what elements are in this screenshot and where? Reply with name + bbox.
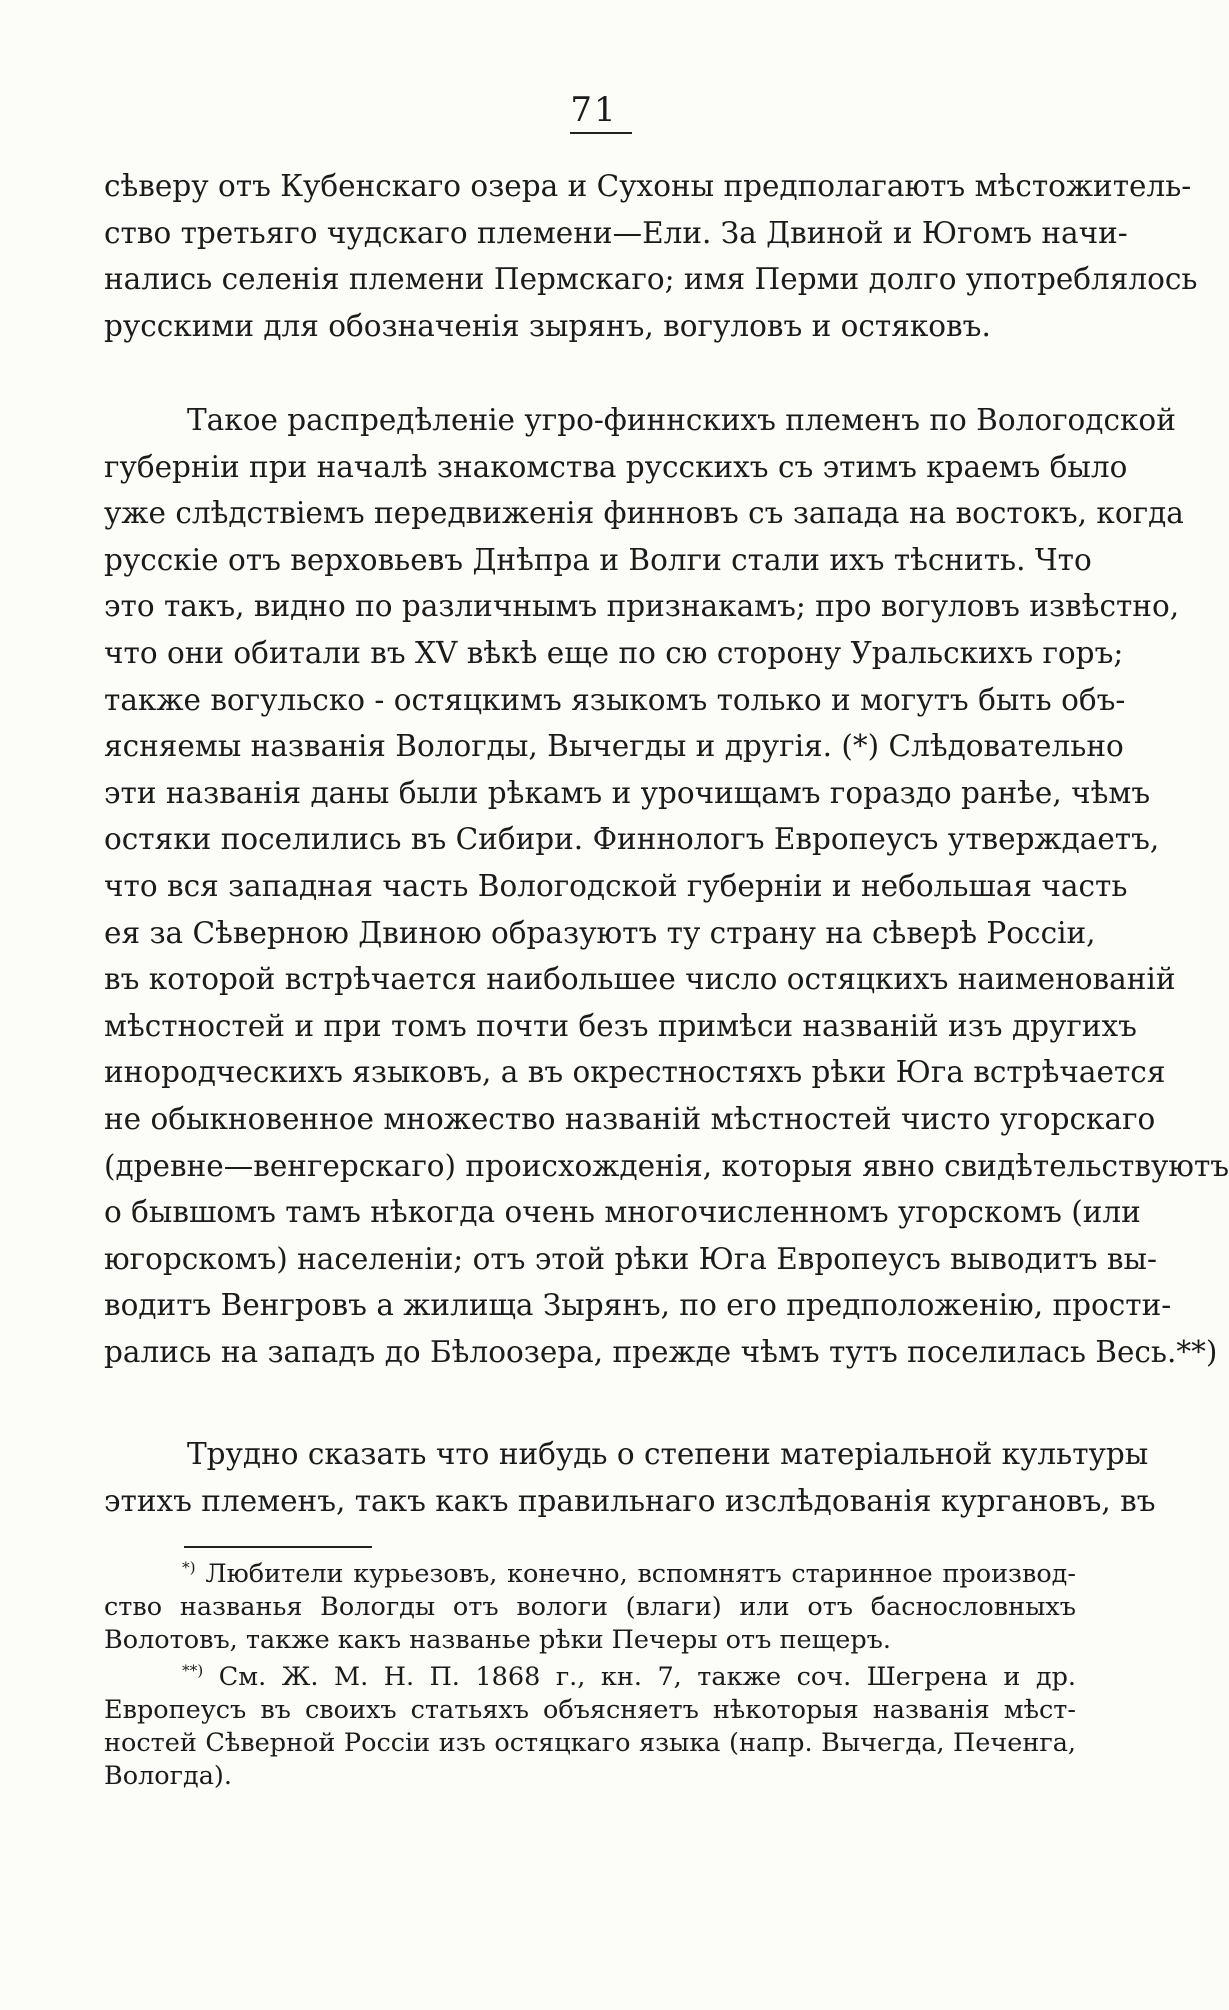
text-line: уже слѣдствіемъ передвиженія финновъ съ запада на востокъ, когда (104, 496, 1184, 531)
footnote-line: Европеусъ въ своихъ статьяхъ объясняетъ нѣкоторыя названія мѣст- (104, 1695, 1076, 1725)
paragraph-1 (104, 163, 1198, 349)
text-line: ство третьяго чудскаго племени—Ели. За Двиной и Югомъ начи- (104, 215, 1128, 250)
text-line: этихъ племенъ, такъ какъ правильнаго изслѣдованія кургановъ, въ (104, 1483, 1156, 1518)
text-line: ясняемы названія Вологды, Вычегды и другія. (*) Слѣдовательно (104, 729, 1124, 764)
footnote-marker: **) (182, 1661, 204, 1680)
footnote-line: ство названья Вологды отъ вологи (влаги) или отъ баснословныхъ (104, 1592, 1076, 1622)
footnote-separator (184, 1546, 372, 1548)
text-line: рались на западъ до Бѣлоозера, прежде чѣмъ тутъ поселилась Весь.**) (104, 1334, 1218, 1369)
text-line: югорскомъ) населеніи; отъ этой рѣки Юга Европеусъ выводитъ вы- (104, 1241, 1157, 1276)
text-line: остяки поселились въ Сибири. Финнологъ Европеусъ утверждаетъ, (104, 822, 1160, 857)
text-line: (древне—венгерскаго) происхожденія, которыя явно свидѣтельствуютъ (104, 1148, 1229, 1183)
paragraph-2 (104, 397, 1229, 1375)
text-line: инородческихъ языковъ, а въ окрестностяхъ рѣки Юга встрѣчается (104, 1055, 1166, 1090)
footnote-text: См. Ж. М. Н. П. 1868 г., кн. 7, также соч. Шегрена и др. (218, 1662, 1076, 1692)
text-line: нались селенія племени Пермскаго; имя Перми долго употреблялось (104, 262, 1198, 297)
text-line: ея за Сѣверною Двиною образуютъ ту страну на сѣверѣ Россіи, (104, 915, 1096, 950)
text-line: также вогульско - остяцкимъ языкомъ только и могутъ быть объ- (104, 682, 1126, 717)
footnote-line (104, 1558, 1076, 1591)
footnote-marker: *) (182, 1558, 196, 1577)
text-line: водитъ Венгровъ а жилища Зырянъ, по его предположенію, прости- (104, 1288, 1172, 1323)
text-line: это такъ, видно по различнымъ признакамъ; про вогуловъ извѣстно, (104, 589, 1180, 624)
text-line: что вся западная часть Вологодской губерніи и небольшая часть (104, 868, 1128, 903)
footnote-line: Волотовъ, также какъ названье рѣки Печеры отъ пещеръ. (104, 1625, 892, 1655)
text-line: о бывшомъ тамъ нѣкогда очень многочисленномъ угорскомъ (или (104, 1195, 1141, 1230)
text-line: эти названія даны были рѣкамъ и урочищамъ гораздо ранѣе, чѣмъ (104, 775, 1151, 810)
text-line: русскіе отъ верховьевъ Днѣпра и Волги стали ихъ тѣснить. Что (104, 542, 1092, 577)
footnote-text: Любители курьезовъ, конечно, вспомнятъ старинное производ- (205, 1559, 1076, 1589)
text-line: русскими для обозначенія зырянъ, вогуловъ и остяковъ. (104, 308, 991, 343)
text-line: въ которой встрѣчается наибольшее число остяцкихъ наименованій (104, 962, 1176, 997)
text-line: Такое распредѣленіе угро-финнскихъ племенъ по Вологодской (187, 403, 1176, 437)
text-line: сѣверу отъ Кубенскаго озера и Сухоны предполагаютъ мѣстожитель- (104, 169, 1192, 203)
text-line: губерніи при началѣ знакомства русскихъ съ этимъ краемъ было (104, 449, 1128, 484)
text-line: мѣстностей и при томъ почти безъ примѣси названій изъ другихъ (104, 1008, 1137, 1043)
page-number-underline (570, 132, 632, 134)
footnote-2 (104, 1661, 1076, 1793)
footnote-1 (104, 1558, 1076, 1657)
page-number: 71 (570, 90, 618, 130)
text-line: не обыкновенное множество названій мѣстностей чисто угорскаго (104, 1101, 1156, 1136)
footnote-line: ностей Сѣверной Россіи изъ остяцкаго языка (напр. Вычегда, Печенга, (104, 1728, 1076, 1758)
text-line: что они обитали въ XV вѣкѣ еще по сю сторону Уральскихъ горъ; (104, 635, 1124, 670)
footnote-line (104, 1661, 1076, 1694)
paragraph-3 (104, 1431, 1156, 1524)
footnote-line: Вологда). (104, 1761, 232, 1791)
text-line: Трудно сказать что нибудь о степени матеріальной культуры (187, 1437, 1149, 1471)
